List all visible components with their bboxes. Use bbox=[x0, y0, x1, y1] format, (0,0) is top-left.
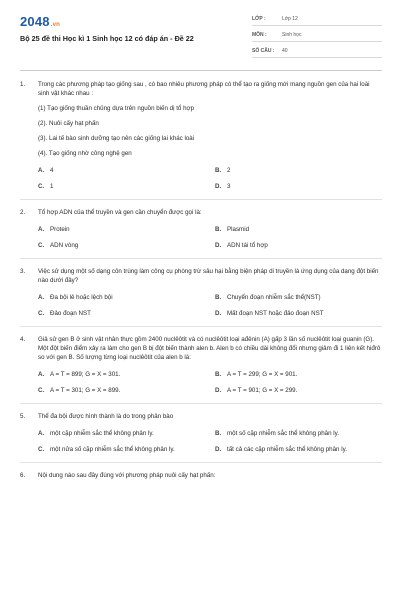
answer-option[interactable] bbox=[38, 225, 205, 234]
answer-option[interactable] bbox=[38, 445, 205, 454]
option-text: tất cả các cặp nhiễm sắc thể không phân ly. bbox=[227, 446, 347, 453]
answer-option[interactable] bbox=[215, 241, 382, 250]
option-text: A = T = 901; G = X = 299. bbox=[227, 387, 298, 394]
site-logo[interactable] bbox=[20, 14, 60, 29]
option-letter: C. bbox=[38, 446, 45, 453]
question-text: Trong các phương pháp tạo giống sau , có bao nhiêu phương pháp có thể tạo ra giống mới mang nguồn gen của hai loài sinh vật khác nhau : bbox=[38, 81, 370, 97]
option-letter: C. bbox=[38, 387, 45, 394]
answer-option[interactable] bbox=[215, 293, 382, 302]
option-text: một cặp nhiễm sắc thể không phân ly. bbox=[50, 430, 154, 437]
option-text: 2 bbox=[227, 167, 231, 174]
question-number: 4. bbox=[20, 336, 26, 343]
option-letter: B. bbox=[215, 167, 222, 174]
statement-item: (1) Tạo giống thuần chủng dựa trên nguồn biến dị tổ hợp bbox=[38, 105, 195, 112]
option-letter: C. bbox=[38, 183, 45, 190]
option-letter: B. bbox=[215, 430, 222, 437]
meta-label: LỚP : bbox=[252, 16, 266, 22]
option-letter: D. bbox=[215, 446, 222, 453]
answer-option[interactable] bbox=[215, 182, 382, 191]
question-block bbox=[20, 208, 382, 250]
option-text: Protein bbox=[50, 226, 70, 233]
question-divider bbox=[20, 462, 382, 463]
option-text: Đảo đoạn NST bbox=[50, 310, 91, 317]
logo-domain-text: .vn bbox=[50, 22, 61, 28]
option-letter: A. bbox=[38, 371, 45, 378]
option-letter: D. bbox=[215, 387, 222, 394]
question-text: Thể đa bội được hình thành là do trong phân bào bbox=[38, 413, 174, 420]
option-text: một số cặp nhiễm sắc thể không phân ly. bbox=[227, 430, 340, 437]
answer-option[interactable] bbox=[215, 309, 382, 318]
question-divider bbox=[20, 326, 382, 327]
question-block bbox=[20, 267, 382, 318]
option-text: Mất đoạn NST hoặc đảo đoạn NST bbox=[227, 310, 324, 317]
question-number: 6. bbox=[20, 472, 26, 479]
question-block bbox=[20, 80, 382, 191]
answer-option[interactable] bbox=[215, 429, 382, 438]
option-text: A = T = 301; G = X = 899. bbox=[50, 387, 121, 394]
answer-option[interactable] bbox=[215, 166, 382, 175]
question-text: Giả sử gen B ở sinh vật nhân thực gồm 2400 nuclêôtit và có nuclêôtit loại ađênin (A) gấp 3 lần số nuclêôtit loại guanin (G). Một đột biến điểm xảy ra làm cho gen B bị đột biến thành alen b. Alen b có chiều dài không đổi nhưng giảm đi 1 liên kết hiđrô so với gen B. Số lượng từng loại nuclêôtit của alen b là: bbox=[38, 336, 381, 361]
option-text: ADN vòng bbox=[50, 242, 79, 249]
option-text: 3 bbox=[227, 183, 231, 190]
option-letter: A. bbox=[38, 167, 45, 174]
answer-option[interactable] bbox=[215, 386, 382, 395]
answer-option[interactable] bbox=[38, 166, 205, 175]
option-text: Plasmid bbox=[227, 226, 250, 233]
option-letter: A. bbox=[38, 294, 45, 301]
option-letter: D. bbox=[215, 242, 222, 249]
meta-value: Lớp 12 bbox=[282, 16, 298, 22]
question-text: Tổ hợp ADN của thể truyền và gen cần chuyển được gọi là: bbox=[38, 209, 202, 216]
option-letter: C. bbox=[38, 242, 45, 249]
answer-option[interactable] bbox=[38, 309, 205, 318]
logo-main-text: 2048 bbox=[20, 14, 50, 29]
answer-option[interactable] bbox=[38, 241, 205, 250]
question-divider bbox=[20, 258, 382, 259]
answer-option[interactable] bbox=[38, 429, 205, 438]
answer-option[interactable] bbox=[38, 293, 205, 302]
document-title: Bộ 25 đề thi Học kì 1 Sinh học 12 có đáp án - Đề 22 bbox=[20, 34, 194, 43]
header-divider bbox=[20, 70, 382, 71]
option-text: 1 bbox=[50, 183, 54, 190]
question-number: 2. bbox=[20, 209, 26, 216]
option-text: Chuyển đoạn nhiễm sắc thể(NST) bbox=[227, 294, 321, 301]
option-letter: A. bbox=[38, 226, 45, 233]
answer-option[interactable] bbox=[215, 370, 382, 379]
question-number: 5. bbox=[20, 413, 26, 420]
option-letter: D. bbox=[215, 310, 222, 317]
meta-count-row bbox=[252, 46, 382, 58]
option-text: Đa bội lẻ hoặc lệch bội bbox=[50, 294, 113, 301]
document-header bbox=[20, 14, 382, 62]
answer-options bbox=[38, 429, 382, 454]
answer-options bbox=[38, 293, 382, 318]
meta-label: SỐ CÂU : bbox=[252, 48, 275, 54]
option-letter: D. bbox=[215, 183, 222, 190]
statement-item: (2). Nuôi cấy hạt phấn bbox=[38, 120, 99, 127]
option-text: 4 bbox=[50, 167, 54, 174]
question-block bbox=[20, 335, 382, 395]
answer-options bbox=[38, 225, 382, 250]
meta-class-row bbox=[252, 14, 382, 26]
answer-option[interactable] bbox=[38, 370, 205, 379]
question-divider bbox=[20, 199, 382, 200]
statement-item: (4). Tạo giống nhờ công nghệ gen bbox=[38, 150, 132, 157]
option-letter: C. bbox=[38, 310, 45, 317]
document-meta bbox=[252, 14, 382, 62]
questions-list bbox=[20, 80, 382, 480]
meta-value: Sinh học bbox=[282, 32, 302, 38]
question-divider bbox=[20, 403, 382, 404]
question-block bbox=[20, 412, 382, 454]
question-number: 1. bbox=[20, 81, 26, 88]
option-text: A = T = 899; G = X = 301. bbox=[50, 371, 121, 378]
question-text: Nội dung nào sau đây đúng với phương pháp nuôi cấy hạt phấn: bbox=[38, 472, 216, 479]
answer-options bbox=[38, 166, 382, 191]
option-text: một nửa số cặp nhiễm sắc thể không phân ly. bbox=[50, 446, 175, 453]
question-text: Việc sử dụng một số dạng côn trùng làm công cụ phòng trừ sâu hại bằng biện pháp di truyền là ứng dụng của dạng đột biến nào dưới đây? bbox=[38, 268, 379, 284]
meta-value: 40 bbox=[282, 48, 288, 54]
meta-label: MÔN : bbox=[252, 32, 267, 38]
option-letter: B. bbox=[215, 294, 222, 301]
option-text: ADN tái tổ hợp bbox=[227, 242, 268, 249]
answer-option[interactable] bbox=[38, 182, 205, 191]
answer-options bbox=[38, 370, 382, 395]
answer-option[interactable] bbox=[38, 386, 205, 395]
statement-item: (3). Lai tế bào sinh dưỡng tạo nên các giống lai khác loài bbox=[38, 135, 195, 142]
meta-subject-row bbox=[252, 30, 382, 42]
option-letter: B. bbox=[215, 371, 222, 378]
question-block bbox=[20, 471, 382, 480]
answer-option[interactable] bbox=[215, 445, 382, 454]
option-letter: A. bbox=[38, 430, 45, 437]
answer-option[interactable] bbox=[215, 225, 382, 234]
option-text: A = T = 299; G = X = 901. bbox=[227, 371, 298, 378]
option-letter: B. bbox=[215, 226, 222, 233]
question-number: 3. bbox=[20, 268, 26, 275]
